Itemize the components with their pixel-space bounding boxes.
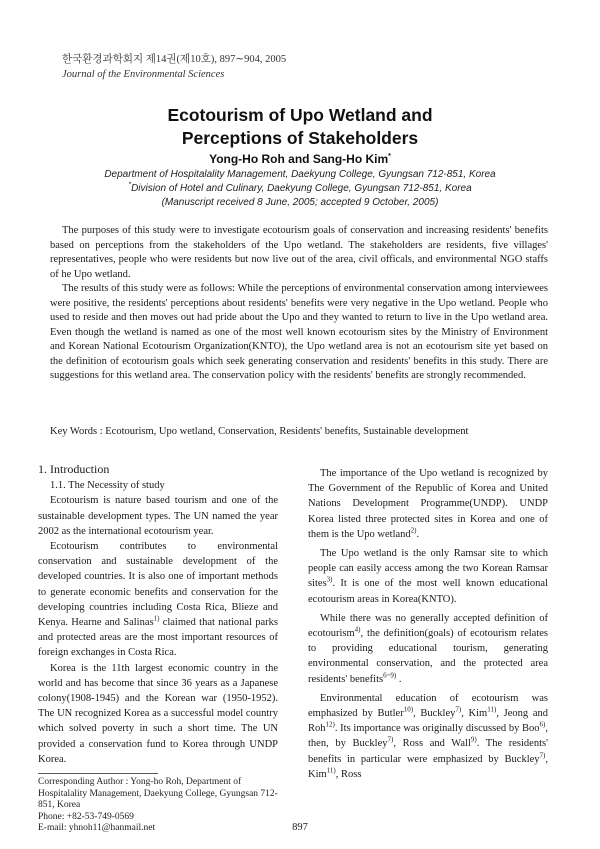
paragraph: Ecotourism is nature based tourism and one of the sustainable development types. The UN named the year 2002 as the international ecotourism year. [38, 495, 278, 537]
journal-header [62, 52, 286, 82]
keywords-text: Ecotourism, Upo wetland, Conservation, Residents' benefits, Sustainable development [105, 426, 469, 437]
title-line-2: Perceptions of Stakeholders [181, 128, 419, 148]
abstract [50, 224, 548, 384]
journal-name: Journal of the Environmental Sciences [62, 69, 225, 80]
abstract-paragraph-1: The purposes of this study were to investigate ecotourism goals of conservation and increasing residents' benefits based on perceptions from the stakeholders of the Upo wetland. The stakeholders are residents, five villages' representatives, people who were residents but now live out of the area, civil officals, and environmental NGO staffs of he Upo wetland. [50, 225, 548, 280]
author-names: Yong-Ho Roh and Sang-Ho Kim [209, 152, 389, 166]
title-line-1: Ecotourism of Upo Wetland and [167, 105, 433, 125]
affiliation-1: Department of Hospitalality Management, Daekyung College, Gyungsan 712-851, Korea [104, 169, 496, 180]
paragraph: The Upo wetland is the only Ramsar site to which people can easily access among the two Korean Ramsar sites$^{3)}$. It is one of the most well known educational ecotourism areas in Korea(KNTO). [308, 548, 548, 605]
author-mark: * [388, 153, 391, 160]
paper-title [0, 104, 600, 150]
body-column-right [308, 462, 548, 782]
affiliation-2: *Division of Hotel and Culinary, Daekyung College, Gyungsan 712-851, Korea [128, 181, 472, 194]
keywords-label: Key Words : [50, 426, 103, 437]
paragraph: Ecotourism contributes to environmental conservation and sustainable development of the developed countries. It is also one of important methods to generate economic benefits and conservation for the developing countries including Costa Rica, Blieze and Kenya. Hearne and Salinas$^{1)}$ claimed that national parks and protected areas are the most important resources of foreign exchanges in Costa Rica. [38, 541, 278, 659]
abstract-paragraph-2: The results of this study were as follows: While the perceptions of environmental conservation among interviewees were positive, the residents' perceptions about residents' benefits were very negative in the Upo wetland. People who used to reside and then moves out had pride about the Upo and they wanted to return to live in the Upo wetland area. Even though the wetland is named as one of the most well known ecotourism sites by the Ministry of Environment and Korean National Ecotourism Organization(KNTO), the Upo wetland area is not an ecotourism site yet based on the definition of ecotourism goals which seek generating conservation and residents' benefits in this study. There are suggestions for this wetland area. The conservation policy with the residents' benefits are strongly recommended. [50, 283, 548, 381]
subsection-heading: 1.1. The Necessity of study [50, 480, 165, 492]
paragraph: While there was no generally accepted definition of ecotourism$^{4)}$, the definition(goals) of ecotourism relates to providing educational tourism, generating environmental conservation, and the protected area residents' benefits$^{6\sim 9)}$ . [308, 612, 548, 685]
footnote-phone: Phone: +82-53-749-0569 [38, 811, 134, 822]
journal-citation: 한국환경과학회지 제14권(제10호), 897∼904, 2005 [62, 54, 287, 65]
footnote-divider [38, 773, 158, 774]
footnote-email: E-mail: yhnoh11@hanmail.net [38, 823, 156, 833]
section-heading: 1. Introduction [38, 462, 110, 476]
body-column-left [38, 462, 278, 767]
affiliation-mark: * [128, 181, 132, 189]
keywords [50, 425, 548, 440]
author-list [0, 152, 600, 166]
paragraph: Environmental education of ecotourism was emphasized by Butler$^{10)}$, Buckley$^{7)}$, Kim$^{11)}$, Jeong and Roh$^{12)}$. Its importance was originally discussed by Boo$^{6)}$, then, by Buckley$^{7)}$, Ross and Wall$^{9)}$. The residents' benefits in particular were emphasized by Buckley$^{7)}$, Kim$^{11)}$, Ross [308, 692, 548, 780]
page-number: 897 [292, 822, 308, 833]
footnote-author: Corresponding Author : Yong-ho Roh, Department of Hospitalality Management, Daekyung College, Gyungsan 712-851, Korea [38, 777, 278, 810]
manuscript-dates: (Manuscript received 8 June, 2005; accepted 9 October, 2005) [161, 197, 439, 208]
paragraph: The importance of the Upo wetland is recognized by The Government of the Republic of Korea and United Nations Development Programme(UNDP). UNDP Korea listed three protected sites in Korea and one of them is the Upo wetland$^{2)}$. [308, 468, 548, 540]
affiliations [0, 168, 600, 210]
paragraph: Korea is the 11th largest economic country in the world and has become that since 36 years as a Japanese colony(1908-1945) and the Korean war (1950-1952). The UN recognized Korea as a successful model country which solved poverty in such a short time. The UN provided a conservation fund to Korea through UNDP Korea. [38, 662, 278, 765]
